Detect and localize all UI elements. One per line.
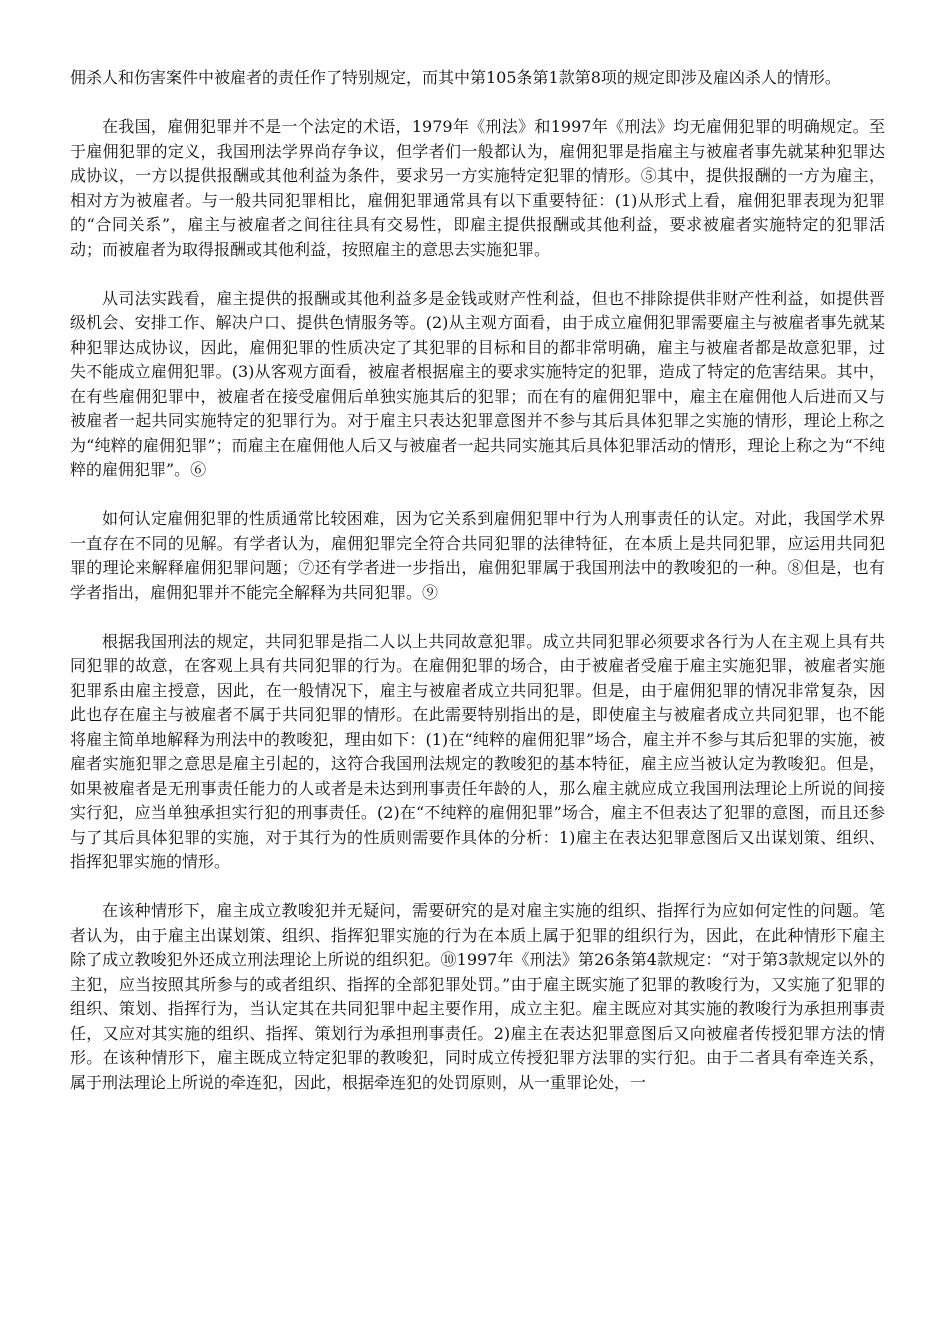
paragraph-6: 在该种情形下，雇主成立教唆犯并无疑问，需要研究的是对雇主实施的组织、指挥行为应如何定性的问题。笔者认为，由于雇主出谋划策、组织、指挥犯罪实施的行为在本质上属于犯罪的组织行为，因此，在此种情形下雇主除了成立教唆犯外还成立刑法理论上所说的组织犯。⑩1997年《刑法》第26条第4款规定：“对于第3款规定以外的主犯，应当按照其所参与的或者组织、指挥的全部犯罪处罚。”由于雇主既实施了犯罪的教唆行为，又实施了犯罪的组织、策划、指挥行为，当认定其在共同犯罪中起主要作用，成立主犯。雇主既应对其实施的教唆行为承担刑事责任，又应对其实施的组织、指挥、策划行为承担刑事责任。2)雇主在表达犯罪意图后又向被雇者传授犯罪方法的情形。在该种情形下，雇主既成立特定犯罪的教唆犯，同时成立传授犯罪方法罪的实行犯。由于二者具有牵连关系，属于刑法理论上所说的牵连犯，因此，根据牵连犯的处罚原则，从一重罪论处，一	[70, 901, 885, 1092]
paragraph-4: 如何认定雇佣犯罪的性质通常比较困难，因为它关系到雇佣犯罪中行为人刑事责任的认定。对此，我国学术界一直存在不同的见解。有学者认为，雇佣犯罪完全符合共同犯罪的法律特征，在本质上是共同犯罪，应运用共同犯罪的理论来解释雇佣犯罪问题；⑦还有学者进一步指出，雇佣犯罪属于我国刑法中的教唆犯的一种。⑧但是，也有学者指出，雇佣犯罪并不能完全解释为共同犯罪。⑨	[70, 509, 885, 602]
paragraph-3: 从司法实践看，雇主提供的报酬或其他利益多是金钱或财产性利益，但也不排除提供非财产性利益，如提供晋级机会、安排工作、解决户口、提供色情服务等。(2)从主观方面看，由于成立雇佣犯罪需要雇主与被雇者事先就某种犯罪达成协议，因此，雇佣犯罪的性质决定了其犯罪的目标和目的都非常明确，雇主与被雇者都是故意犯罪，过失不能成立雇佣犯罪。(3)从客观方面看，被雇者根据雇主的要求实施特定的犯罪，造成了特定的危害结果。其中，在有些雇佣犯罪中，被雇者在接受雇佣后单独实施其后的犯罪；而在有的雇佣犯罪中，雇主在雇佣他人后进而又与被雇者一起共同实施特定的犯罪行为。对于雇主只表达犯罪意图并不参与其后具体犯罪之实施的情形，理论上称之为“纯粹的雇佣犯罪”；而雇主在雇佣他人后又与被雇者一起共同实施其后具体犯罪活动的情形，理论上称之为“不纯粹的雇佣犯罪”。⑥	[70, 288, 885, 479]
document-page	[70, 66, 885, 1120]
paragraph-1: 佣杀人和伤害案件中被雇者的责任作了特别规定，而其中第105条第1款第8项的规定即涉及雇凶杀人的情形。	[70, 68, 841, 87]
paragraph-2: 在我国，雇佣犯罪并不是一个法定的术语，1979年《刑法》和1997年《刑法》均无雇佣犯罪的明确规定。至于雇佣犯罪的定义，我国刑法学界尚存争议，但学者们一般都认为，雇佣犯罪是指雇主与被雇者事先就某种犯罪达成协议，一方以提供报酬或其他利益为条件，要求另一方实施特定犯罪的情形。⑤其中，提供报酬的一方为雇主，相对方为被雇者。与一般共同犯罪相比，雇佣犯罪通常具有以下重要特征：(1)从形式上看，雇佣犯罪表现为犯罪的“合同关系”，雇主与被雇者之间往往具有交易性，即雇主提供报酬或其他利益，要求被雇者实施特定的犯罪活动；而被雇者为取得报酬或其他利益，按照雇主的意思去实施犯罪。	[70, 117, 885, 259]
paragraph-5: 根据我国刑法的规定，共同犯罪是指二人以上共同故意犯罪。成立共同犯罪必须要求各行为人在主观上具有共同犯罪的故意，在客观上具有共同犯罪的行为。在雇佣犯罪的场合，由于被雇者受雇于雇主实施犯罪，被雇者实施犯罪系由雇主授意，因此，在一般情况下，雇主与被雇者成立共同犯罪。但是，由于雇佣犯罪的情况非常复杂，因此也存在雇主与被雇者不属于共同犯罪的情形。在此需要特别指出的是，即使雇主与被雇者成立共同犯罪，也不能将雇主简单地解释为刑法中的教唆犯，理由如下：(1)在“纯粹的雇佣犯罪”场合，雇主并不参与其后犯罪的实施，被雇者实施犯罪之意思是雇主引起的，这符合我国刑法规定的教唆犯的基本特征，雇主应当被认定为教唆犯。但是，如果被雇者是无刑事责任能力的人或者是未达到刑事责任年龄的人，那么雇主就应成立我国刑法理论上所说的间接实行犯，应当单独承担实行犯的刑事责任。(2)在“不纯粹的雇佣犯罪”场合，雇主不但表达了犯罪的意图，而且还参与了其后具体犯罪的实施，对于其行为的性质则需要作具体的分析：1)雇主在表达犯罪意图后又出谋划策、组织、指挥犯罪实施的情形。	[70, 631, 885, 871]
